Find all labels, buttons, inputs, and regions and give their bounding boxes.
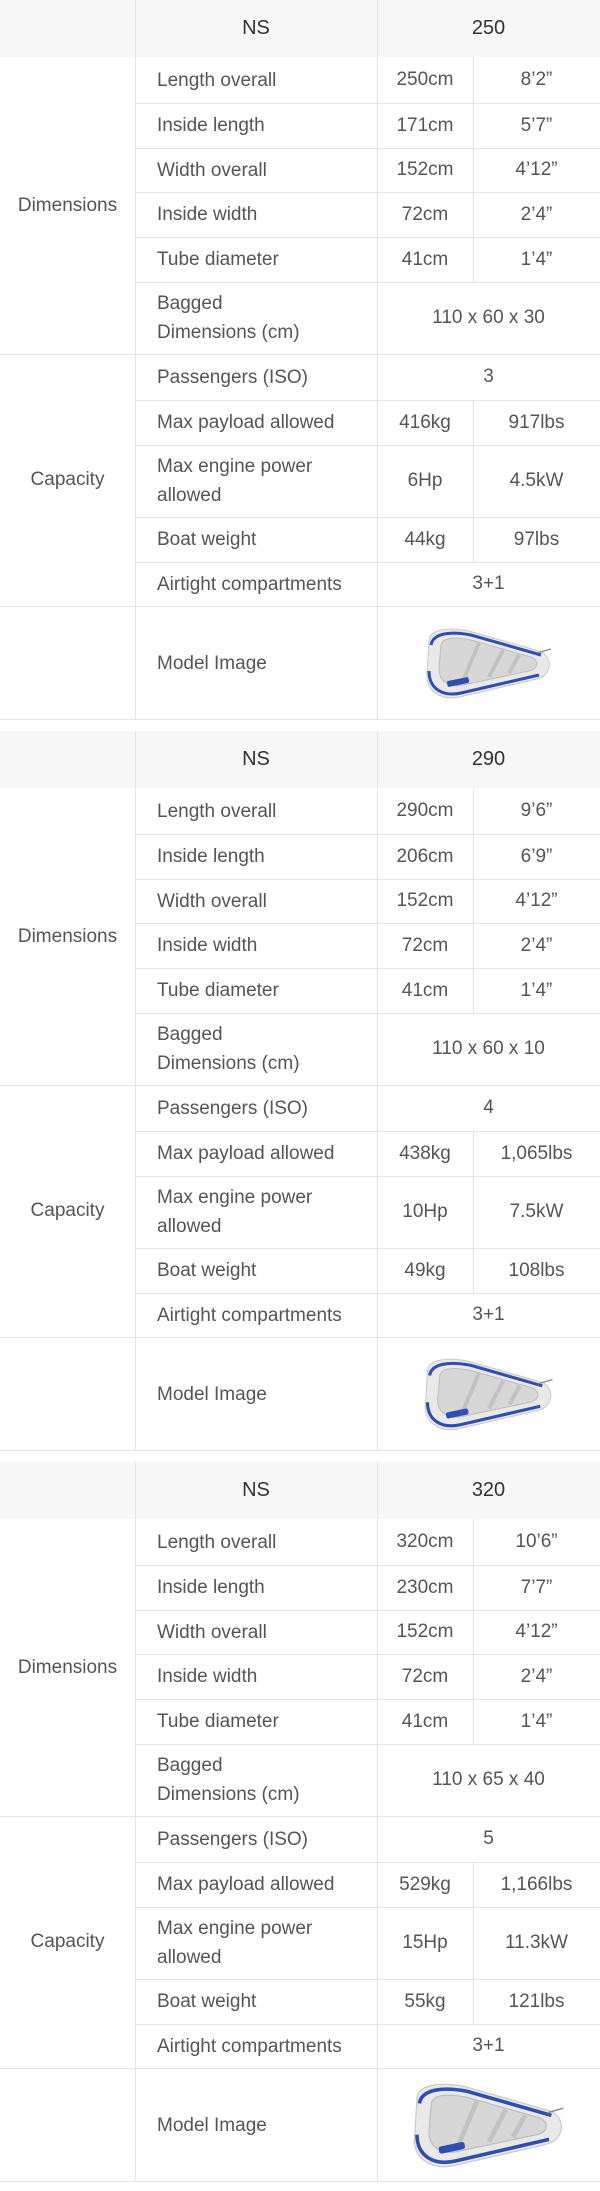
spec-label: [135, 1610, 377, 1654]
spec-imperial-value: [473, 1699, 600, 1744]
spec-imperial-value-text: 2’4”: [520, 203, 553, 225]
spec-metric-value: [377, 923, 473, 968]
engine-power-hp-text: 15Hp: [402, 1932, 448, 1953]
spec-label-text: Tube diameter: [157, 249, 279, 270]
header-model-number: [377, 1462, 600, 1519]
spec-label: [135, 354, 377, 400]
spec-metric-value: [377, 788, 473, 834]
model-image-label: [135, 2068, 377, 2182]
column-divider: [377, 1519, 378, 2182]
spec-metric-value: [377, 879, 473, 923]
spec-label: [135, 1248, 377, 1293]
spec-imperial-value-text: 97lbs: [513, 528, 560, 550]
spec-label-text: Inside length: [157, 846, 265, 867]
spec-metric-value-text: 250cm: [396, 69, 454, 90]
column-divider: [135, 1462, 136, 1519]
spec-label-text: Width overall: [157, 890, 267, 912]
spec-metric-value-text: 206cm: [396, 845, 454, 867]
spec-metric-value-text: 55kg: [404, 1990, 446, 2012]
section-label-capacity: [0, 354, 135, 606]
spec-metric-value-text: 152cm: [396, 1621, 454, 1642]
spec-metric-value-text: 49kg: [404, 1259, 446, 1281]
passengers-value: [377, 1085, 600, 1131]
column-divider: [473, 1176, 474, 1248]
column-divider: [473, 1862, 474, 1907]
spec-label-text: Max engine power allowed: [157, 1918, 313, 1968]
bagged-dimensions-value: [377, 282, 600, 354]
spec-metric-value-text: 72cm: [401, 934, 449, 956]
spec-metric-value: [377, 103, 473, 148]
spec-imperial-value: [473, 834, 600, 879]
header-model-number-text: 320: [471, 1479, 506, 1501]
spec-table-250: [0, 0, 600, 720]
spec-label-text: Max payload allowed: [157, 412, 335, 433]
bagged-dimensions-label-text: Bagged Dimensions (cm): [157, 1755, 300, 1805]
airtight-compartments-value-text: 3+1: [472, 2035, 505, 2056]
column-divider: [473, 1699, 474, 1744]
spec-metric-value: [377, 57, 473, 103]
bagged-dimensions-value-text: 110 x 60 x 10: [432, 1038, 545, 1059]
column-divider: [473, 788, 474, 834]
spec-imperial-value: [473, 57, 600, 103]
column-divider: [135, 788, 136, 1451]
spec-label: [135, 1519, 377, 1565]
bagged-dimensions-value-text: 110 x 65 x 40: [432, 1769, 545, 1790]
spec-metric-value: [377, 517, 473, 562]
section-label-capacity: [0, 1816, 135, 2068]
column-divider: [473, 1519, 474, 1565]
spec-label: [135, 1699, 377, 1744]
inflatable-boat-290-image: [417, 1353, 561, 1435]
spec-imperial-value: [473, 1248, 600, 1293]
spec-imperial-value: [473, 788, 600, 834]
header-ns-label-text: NS: [242, 17, 270, 39]
spec-imperial-value-text: 7’7”: [520, 1576, 553, 1598]
column-divider: [473, 517, 474, 562]
spec-label-text: Boat weight: [157, 1991, 257, 2012]
spec-label: [135, 445, 377, 517]
spec-imperial-value: [473, 968, 600, 1013]
spec-imperial-value-text: 4’12”: [515, 890, 558, 911]
row-divider: [0, 2181, 600, 2182]
spec-imperial-value-text: 1,065lbs: [500, 1142, 573, 1164]
spec-label-text: Max engine power allowed: [157, 456, 313, 506]
header-ns-label-text: NS: [242, 1479, 270, 1501]
airtight-compartments-value-text: 3+1: [472, 573, 505, 594]
row-divider: [0, 1450, 600, 1451]
spec-imperial-value-text: 10’6”: [515, 1531, 558, 1552]
airtight-compartments-value: [377, 562, 600, 606]
column-divider: [135, 1519, 136, 2182]
spec-metric-value-text: 44kg: [404, 528, 446, 550]
spec-label: [135, 1979, 377, 2024]
spec-metric-value: [377, 1131, 473, 1176]
engine-power-kw: [473, 1176, 600, 1248]
spec-label-text: Boat weight: [157, 529, 257, 550]
column-divider: [473, 1610, 474, 1654]
spec-imperial-value-text: 8’2”: [520, 69, 553, 90]
spec-label-text: Passengers (ISO): [157, 1097, 308, 1119]
column-divider: [473, 400, 474, 445]
spec-label: [135, 968, 377, 1013]
spec-label-text: Inside length: [157, 1577, 265, 1598]
spec-metric-value: [377, 192, 473, 237]
column-divider: [135, 57, 136, 720]
column-divider: [473, 879, 474, 923]
spec-imperial-value: [473, 1862, 600, 1907]
engine-power-hp: [377, 1907, 473, 1979]
spec-metric-value-text: 529kg: [399, 1873, 451, 1895]
section-label-capacity-text: Capacity: [30, 469, 105, 490]
spec-metric-value-text: 171cm: [396, 114, 454, 136]
column-divider: [473, 1979, 474, 2024]
section-label-dimensions: [0, 1519, 135, 1816]
column-divider: [377, 0, 378, 57]
column-divider: [473, 923, 474, 968]
column-divider: [473, 1907, 474, 1979]
bagged-dimensions-label-text: Bagged Dimensions (cm): [157, 293, 300, 343]
engine-power-hp: [377, 1176, 473, 1248]
spec-label: [135, 1293, 377, 1337]
engine-power-kw-text: 7.5kW: [509, 1201, 564, 1222]
passengers-value: [377, 354, 600, 400]
spec-label: [135, 834, 377, 879]
engine-power-kw-text: 11.3kW: [504, 1932, 568, 1953]
section-label-dimensions-text: Dimensions: [17, 194, 118, 216]
spec-label: [135, 1565, 377, 1610]
spec-imperial-value: [473, 1654, 600, 1699]
spec-label: [135, 2024, 377, 2068]
model-image-cell: [377, 606, 600, 720]
column-divider: [473, 237, 474, 282]
inflatable-boat-250-image: [419, 623, 559, 703]
spec-label-text: Passengers (ISO): [157, 1828, 308, 1850]
column-divider: [473, 192, 474, 237]
spec-label: [135, 148, 377, 192]
spec-table-290: [0, 731, 600, 1451]
spec-metric-value-text: 416kg: [399, 411, 451, 433]
model-image-label-text: Model Image: [157, 1383, 267, 1405]
header-ns-label: [135, 0, 377, 57]
spec-label-text: Max payload allowed: [157, 1874, 335, 1895]
spec-label-text: Length overall: [157, 69, 277, 91]
spec-label: [135, 1907, 377, 1979]
column-divider: [473, 1248, 474, 1293]
spec-metric-value-text: 152cm: [396, 159, 454, 180]
spec-imperial-value-text: 108lbs: [508, 1259, 565, 1281]
header-model-number: [377, 731, 600, 788]
engine-power-kw-text: 4.5kW: [509, 470, 564, 491]
spec-label: [135, 237, 377, 282]
spec-label-text: Width overall: [157, 159, 267, 181]
spec-metric-value: [377, 237, 473, 282]
column-divider: [377, 1462, 378, 1519]
spec-metric-value: [377, 1862, 473, 1907]
passengers-value-text: 4: [483, 1097, 494, 1118]
model-image-label: [135, 1337, 377, 1451]
spec-metric-value: [377, 968, 473, 1013]
spec-imperial-value: [473, 148, 600, 192]
spec-metric-value: [377, 834, 473, 879]
section-label-dimensions-text: Dimensions: [17, 1656, 118, 1678]
model-image-cell: [377, 2068, 600, 2182]
spec-imperial-value-text: 9’6”: [520, 800, 553, 821]
header-model-number-text: 250: [471, 17, 506, 39]
spec-imperial-value-text: 2’4”: [520, 934, 553, 956]
spec-metric-value: [377, 1979, 473, 2024]
spec-imperial-value-text: 1’4”: [520, 1710, 553, 1732]
passengers-value: [377, 1816, 600, 1862]
spec-imperial-value: [473, 1519, 600, 1565]
spec-label-text: Inside width: [157, 204, 258, 225]
spec-label: [135, 1176, 377, 1248]
column-divider: [473, 1565, 474, 1610]
spec-label-text: Max payload allowed: [157, 1143, 335, 1164]
spec-metric-value: [377, 1610, 473, 1654]
bagged-dimensions-label: [135, 1744, 377, 1816]
airtight-compartments-value: [377, 1293, 600, 1337]
bagged-dimensions-label: [135, 1013, 377, 1085]
spec-label-text: Airtight compartments: [157, 2035, 342, 2057]
column-divider: [473, 148, 474, 192]
spec-metric-value-text: 320cm: [396, 1531, 454, 1552]
section-label-capacity-text: Capacity: [30, 1931, 105, 1952]
spec-label-text: Boat weight: [157, 1260, 257, 1281]
spec-label: [135, 400, 377, 445]
spec-imperial-value: [473, 400, 600, 445]
engine-power-hp: [377, 445, 473, 517]
bagged-dimensions-value-text: 110 x 60 x 30: [432, 307, 545, 328]
spec-metric-value-text: 152cm: [396, 890, 454, 911]
spec-imperial-value: [473, 517, 600, 562]
column-divider: [377, 731, 378, 788]
model-image-label: [135, 606, 377, 720]
bagged-dimensions-label: [135, 282, 377, 354]
spec-imperial-value-text: 4’12”: [515, 159, 558, 180]
spec-imperial-value: [473, 879, 600, 923]
spec-imperial-value-text: 6’9”: [520, 845, 553, 867]
row-divider: [0, 719, 600, 720]
spec-imperial-value-text: 2’4”: [520, 1665, 553, 1687]
inflatable-boat-320-image: [405, 2077, 573, 2173]
spec-label: [135, 192, 377, 237]
spec-metric-value-text: 290cm: [396, 800, 454, 821]
bagged-dimensions-label-text: Bagged Dimensions (cm): [157, 1024, 300, 1074]
engine-power-hp-text: 10Hp: [402, 1201, 448, 1222]
column-divider: [473, 1131, 474, 1176]
spec-imperial-value: [473, 923, 600, 968]
spec-label: [135, 1862, 377, 1907]
spec-imperial-value-text: 121lbs: [508, 1990, 565, 2012]
model-image-label-text: Model Image: [157, 652, 267, 674]
spec-imperial-value-text: 917lbs: [508, 411, 565, 433]
spec-metric-value: [377, 148, 473, 192]
spec-imperial-value: [473, 192, 600, 237]
spec-label: [135, 879, 377, 923]
spec-label-text: Inside width: [157, 1666, 258, 1687]
spec-imperial-value-text: 1’4”: [520, 248, 553, 270]
spec-metric-value-text: 72cm: [401, 1665, 449, 1687]
header-model-number: [377, 0, 600, 57]
spec-label-text: Tube diameter: [157, 980, 279, 1001]
header-ns-label: [135, 1462, 377, 1519]
spec-metric-value-text: 41cm: [401, 248, 449, 270]
spec-label: [135, 1131, 377, 1176]
spec-label: [135, 788, 377, 834]
section-label-capacity-text: Capacity: [30, 1200, 105, 1221]
header-model-number-text: 290: [471, 748, 506, 770]
spec-label-text: Length overall: [157, 1531, 277, 1553]
column-divider: [135, 731, 136, 788]
spec-label-text: Inside length: [157, 115, 265, 136]
spec-label-text: Airtight compartments: [157, 1304, 342, 1326]
spec-label: [135, 517, 377, 562]
column-divider: [473, 968, 474, 1013]
spec-table-320: [0, 1462, 600, 2182]
spec-imperial-value: [473, 1610, 600, 1654]
spec-imperial-value: [473, 1131, 600, 1176]
column-divider: [473, 103, 474, 148]
column-divider: [377, 57, 378, 720]
engine-power-hp-text: 6Hp: [407, 470, 443, 491]
spec-imperial-value-text: 1’4”: [520, 979, 553, 1001]
column-divider: [473, 834, 474, 879]
column-divider: [473, 1654, 474, 1699]
spec-label-text: Inside width: [157, 935, 258, 956]
passengers-value-text: 5: [483, 1828, 494, 1849]
spec-imperial-value: [473, 103, 600, 148]
engine-power-kw: [473, 1907, 600, 1979]
spec-label: [135, 57, 377, 103]
spec-label-text: Passengers (ISO): [157, 366, 308, 388]
model-image-label-text: Model Image: [157, 2114, 267, 2136]
spec-label-text: Airtight compartments: [157, 573, 342, 595]
section-label-dimensions: [0, 788, 135, 1085]
airtight-compartments-value: [377, 2024, 600, 2068]
spec-metric-value: [377, 1565, 473, 1610]
section-label-dimensions: [0, 57, 135, 354]
spec-metric-value-text: 41cm: [401, 1710, 449, 1732]
spec-label: [135, 1085, 377, 1131]
spec-imperial-value-text: 5’7”: [520, 114, 553, 136]
spec-label: [135, 103, 377, 148]
spec-metric-value: [377, 1699, 473, 1744]
section-label-dimensions-text: Dimensions: [17, 925, 118, 947]
spec-label: [135, 562, 377, 606]
spec-label-text: Width overall: [157, 1621, 267, 1643]
model-image-cell: [377, 1337, 600, 1451]
spec-metric-value: [377, 1248, 473, 1293]
column-divider: [473, 445, 474, 517]
spec-imperial-value: [473, 1565, 600, 1610]
header-ns-label-text: NS: [242, 748, 270, 770]
passengers-value-text: 3: [483, 366, 494, 387]
spec-metric-value-text: 41cm: [401, 979, 449, 1001]
bagged-dimensions-value: [377, 1744, 600, 1816]
engine-power-kw: [473, 445, 600, 517]
spec-imperial-value: [473, 1979, 600, 2024]
spec-label-text: Length overall: [157, 800, 277, 822]
column-divider: [473, 57, 474, 103]
spec-imperial-value-text: 4’12”: [515, 1621, 558, 1642]
spec-label-text: Tube diameter: [157, 1711, 279, 1732]
spec-label: [135, 1654, 377, 1699]
spec-metric-value: [377, 400, 473, 445]
spec-metric-value: [377, 1519, 473, 1565]
spec-metric-value-text: 72cm: [401, 203, 449, 225]
spec-imperial-value: [473, 237, 600, 282]
spec-label-text: Max engine power allowed: [157, 1187, 313, 1237]
section-label-capacity: [0, 1085, 135, 1337]
spec-label: [135, 923, 377, 968]
spec-metric-value-text: 230cm: [396, 1576, 454, 1598]
airtight-compartments-value-text: 3+1: [472, 1304, 505, 1325]
column-divider: [135, 0, 136, 57]
bagged-dimensions-value: [377, 1013, 600, 1085]
header-ns-label: [135, 731, 377, 788]
column-divider: [377, 788, 378, 1451]
spec-label: [135, 1816, 377, 1862]
spec-metric-value-text: 438kg: [399, 1142, 451, 1164]
spec-metric-value: [377, 1654, 473, 1699]
spec-imperial-value-text: 1,166lbs: [500, 1873, 573, 1895]
